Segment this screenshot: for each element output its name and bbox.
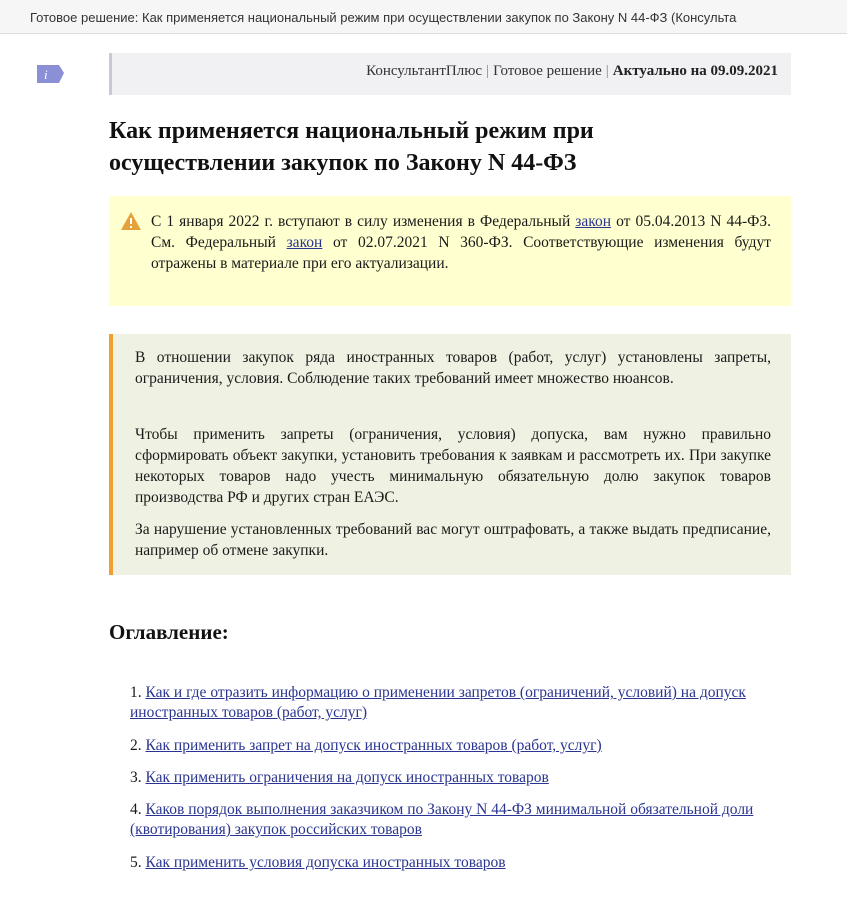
toc-item-number: 1. bbox=[130, 684, 142, 701]
toc-link-3[interactable]: Как применить ограничения на допуск иностранных товаров bbox=[145, 769, 549, 786]
info-icon bbox=[35, 63, 65, 85]
law-link-2[interactable]: закон bbox=[286, 234, 323, 251]
toc-link-2[interactable]: Как применить запрет на допуск иностранных товаров (работ, услуг) bbox=[145, 737, 602, 754]
header-separator-2: | bbox=[605, 63, 609, 79]
toc-item-number: 5. bbox=[130, 854, 142, 871]
warning-text-part3: от 02.07.2021 N 360-ФЗ. Соответствующие изменения будут отражены в материале при его актуализации. bbox=[151, 234, 771, 272]
toc-link-1[interactable]: Как и где отразить информацию о применении запретов (ограничений, условий) на допуск иностранных товаров (работ, услуг) bbox=[130, 684, 746, 721]
page-title-line1: Как применяется национальный режим при bbox=[109, 118, 594, 144]
toc-item-number: 2. bbox=[130, 737, 142, 754]
toc-item bbox=[130, 800, 780, 840]
toc-item-number: 4. bbox=[130, 801, 142, 818]
warning-text-part1: С 1 января 2022 г. вступают в силу изменения в Федеральный bbox=[151, 213, 576, 230]
toc-item bbox=[130, 683, 780, 723]
page-title bbox=[109, 115, 769, 179]
summary-paragraph-2: Чтобы применить запреты (ограничения, условия) допуска, вам нужно правильно сформировать объект закупки, установить требования к заявкам и рассмотреть их. При закупке некоторых товаров надо учесть минимальную обязательную долю закупок товаров производства РФ и других стран ЕАЭС. bbox=[135, 426, 771, 506]
warning-notice bbox=[109, 196, 791, 306]
law-link-1[interactable]: закон bbox=[575, 213, 612, 230]
actuality-date: Актуально на 09.09.2021 bbox=[612, 63, 778, 79]
svg-text:i: i bbox=[44, 67, 48, 82]
document-type: Готовое решение bbox=[493, 63, 602, 79]
summary-paragraph-1: В отношении закупок ряда иностранных товаров (работ, услуг) установлены запреты, ограничения, условия. Соблюдение таких требований имеет множество нюансов. bbox=[135, 349, 771, 387]
warning-text-part2: от 05.04.2013 N 44-ФЗ. См. Федеральный bbox=[151, 213, 772, 251]
header-separator: | bbox=[486, 63, 490, 79]
toc-link-4[interactable]: Каков порядок выполнения заказчиком по Закону N 44-ФЗ минимальной обязательной доли (квотирования) закупок российских товаров bbox=[130, 801, 754, 838]
toc-item bbox=[130, 736, 780, 756]
toc-item bbox=[130, 768, 780, 788]
toc-item-number: 3. bbox=[130, 769, 142, 786]
page-title-line2: осуществлении закупок по Закону N 44-ФЗ bbox=[109, 150, 577, 176]
warning-icon bbox=[120, 211, 142, 231]
document-header bbox=[109, 53, 791, 95]
toc-item bbox=[130, 853, 780, 873]
summary-paragraph-3: За нарушение установленных требований вас могут оштрафовать, а также выдать предписание, например об отмене закупки. bbox=[135, 521, 771, 559]
window-tab-title[interactable] bbox=[0, 0, 847, 34]
tab-title-text: Готовое решение: Как применяется национальный режим при осуществлении закупок по Закону N 44-ФЗ (Консульта bbox=[30, 10, 737, 25]
summary-box bbox=[109, 334, 791, 575]
toc-heading: Оглавление: bbox=[109, 620, 229, 644]
brand-name: КонсультантПлюс bbox=[366, 63, 483, 79]
toc-link-5[interactable]: Как применить условия допуска иностранных товаров bbox=[145, 854, 506, 871]
warning-text bbox=[151, 211, 771, 274]
